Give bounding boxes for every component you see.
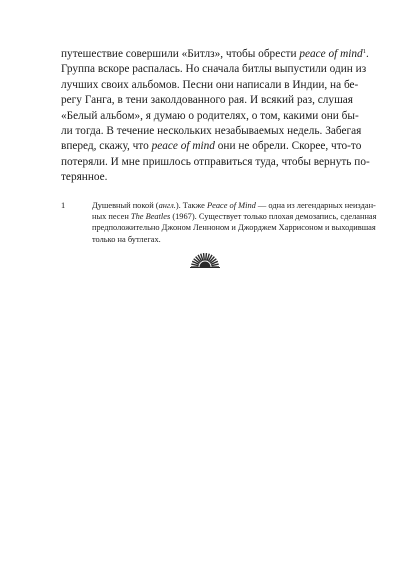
footnote-text: ). Также bbox=[175, 201, 207, 210]
footnote-body bbox=[92, 200, 377, 245]
footnote-line bbox=[92, 234, 353, 245]
italic-phrase: peace of mind bbox=[299, 48, 363, 60]
body-line: лучших своих альбомов. Песни они написали в Индии, на бе- bbox=[61, 78, 359, 91]
body-line bbox=[61, 47, 369, 62]
footnote-text: — одна из легендарных неиздан- bbox=[255, 201, 376, 210]
footnote-italic: Peace of Mind bbox=[206, 201, 256, 210]
body-line bbox=[61, 139, 362, 154]
sunburst-ornament-icon bbox=[188, 252, 222, 268]
body-line: Группа вскоре распалась. Но сначала битлы выпустили один из bbox=[61, 63, 367, 76]
footnote-number: 1 bbox=[61, 201, 66, 210]
ornament-ray bbox=[206, 253, 207, 260]
footnote-text: предположительно Джоном Ленноном и Джорджем Харрисоном и выходившая bbox=[92, 223, 376, 233]
body-line: «Белый альбом», я думаю о родителях, о том, какими они бы- bbox=[61, 109, 359, 122]
footnote-italic: The Beatles bbox=[130, 212, 171, 222]
body-line: ли тогда. В течение нескольких незабываемых недель. Забегая bbox=[61, 125, 362, 138]
footnote-line bbox=[92, 222, 376, 233]
text-segment: . bbox=[365, 48, 369, 60]
ornament-center bbox=[200, 262, 211, 267]
footnote bbox=[61, 200, 377, 245]
footnote-text: (1967). Существует только плохая демозапись, сделанная bbox=[170, 212, 377, 222]
footnote-reference[interactable]: 1 bbox=[362, 48, 366, 55]
body-text bbox=[61, 47, 370, 186]
body-line: потеряли. И мне пришлось отправиться туда, чтобы вернуть по- bbox=[61, 155, 370, 168]
text-segment: они не обрели. Скорее, что-то bbox=[214, 140, 362, 153]
footnote-line bbox=[92, 211, 377, 222]
footnote-line bbox=[92, 200, 376, 211]
italic-phrase: peace of mind bbox=[151, 140, 215, 153]
body-line: регу Ганга, в тени заколдованного рая. И всякий раз, слушая bbox=[61, 94, 353, 107]
footnote-text: ных песен bbox=[92, 212, 131, 222]
body-line: терянное. bbox=[61, 171, 108, 184]
text-segment: вперед, скажу, что bbox=[61, 140, 152, 153]
footnote-italic: англ. bbox=[158, 201, 176, 210]
footnote-text: Душевный покой ( bbox=[92, 201, 159, 210]
text-segment: путешествие совершили «Битлз», чтобы обрести bbox=[61, 48, 300, 60]
footnote-text: только на бутлегах. bbox=[92, 234, 161, 244]
ornament-ray bbox=[204, 253, 205, 260]
